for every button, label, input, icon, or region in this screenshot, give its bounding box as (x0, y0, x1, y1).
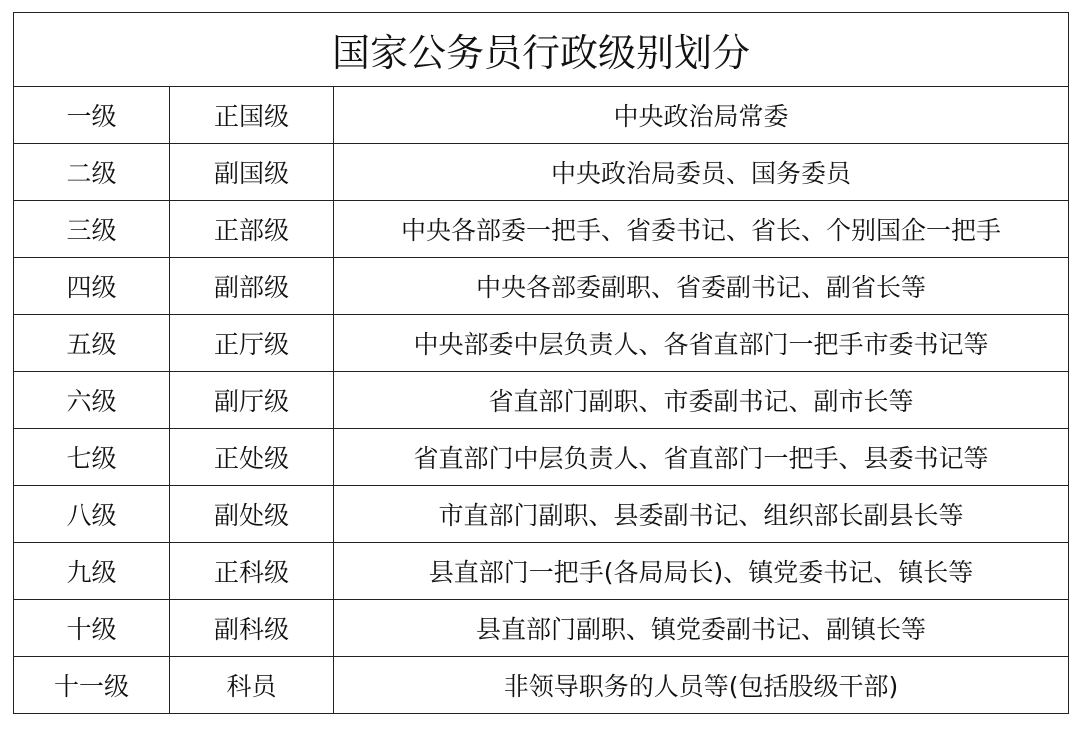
level-cell: 一级 (14, 87, 170, 144)
table-body (14, 87, 1069, 714)
table-title: 国家公务员行政级别划分 (14, 13, 1069, 87)
title-row (14, 13, 1069, 87)
level-cell: 九级 (14, 543, 170, 600)
rank-cell: 副厅级 (170, 372, 334, 429)
positions-cell: 中央政治局委员、国务委员 (334, 144, 1069, 201)
positions-cell: 县直部门一把手(各局局长)、镇党委书记、镇长等 (334, 543, 1069, 600)
rank-cell: 科员 (170, 657, 334, 714)
positions-cell: 中央政治局常委 (334, 87, 1069, 144)
positions-cell: 省直部门中层负责人、省直部门一把手、县委书记等 (334, 429, 1069, 486)
positions-cell: 中央各部委副职、省委副书记、副省长等 (334, 258, 1069, 315)
rank-cell: 正厅级 (170, 315, 334, 372)
table-row (14, 144, 1069, 201)
positions-cell: 非领导职务的人员等(包括股级干部) (334, 657, 1069, 714)
level-cell: 六级 (14, 372, 170, 429)
rank-cell: 正科级 (170, 543, 334, 600)
level-cell: 八级 (14, 486, 170, 543)
table-row (14, 87, 1069, 144)
level-cell: 十一级 (14, 657, 170, 714)
rank-cell: 正国级 (170, 87, 334, 144)
level-cell: 二级 (14, 144, 170, 201)
rank-cell: 正部级 (170, 201, 334, 258)
level-cell: 四级 (14, 258, 170, 315)
table-row (14, 543, 1069, 600)
level-cell: 五级 (14, 315, 170, 372)
table-row (14, 429, 1069, 486)
level-cell: 七级 (14, 429, 170, 486)
rank-cell: 副科级 (170, 600, 334, 657)
grade-table (13, 12, 1069, 714)
rank-cell: 正处级 (170, 429, 334, 486)
level-cell: 十级 (14, 600, 170, 657)
rank-cell: 副处级 (170, 486, 334, 543)
positions-cell: 中央部委中层负责人、各省直部门一把手市委书记等 (334, 315, 1069, 372)
positions-cell: 市直部门副职、县委副书记、组织部长副县长等 (334, 486, 1069, 543)
table-row (14, 600, 1069, 657)
positions-cell: 中央各部委一把手、省委书记、省长、个别国企一把手 (334, 201, 1069, 258)
positions-cell: 县直部门副职、镇党委副书记、副镇长等 (334, 600, 1069, 657)
level-cell: 三级 (14, 201, 170, 258)
rank-cell: 副国级 (170, 144, 334, 201)
table-row (14, 201, 1069, 258)
positions-cell: 省直部门副职、市委副书记、副市长等 (334, 372, 1069, 429)
table-row (14, 372, 1069, 429)
table-row (14, 657, 1069, 714)
table-row (14, 486, 1069, 543)
rank-cell: 副部级 (170, 258, 334, 315)
table-row (14, 258, 1069, 315)
table-row (14, 315, 1069, 372)
